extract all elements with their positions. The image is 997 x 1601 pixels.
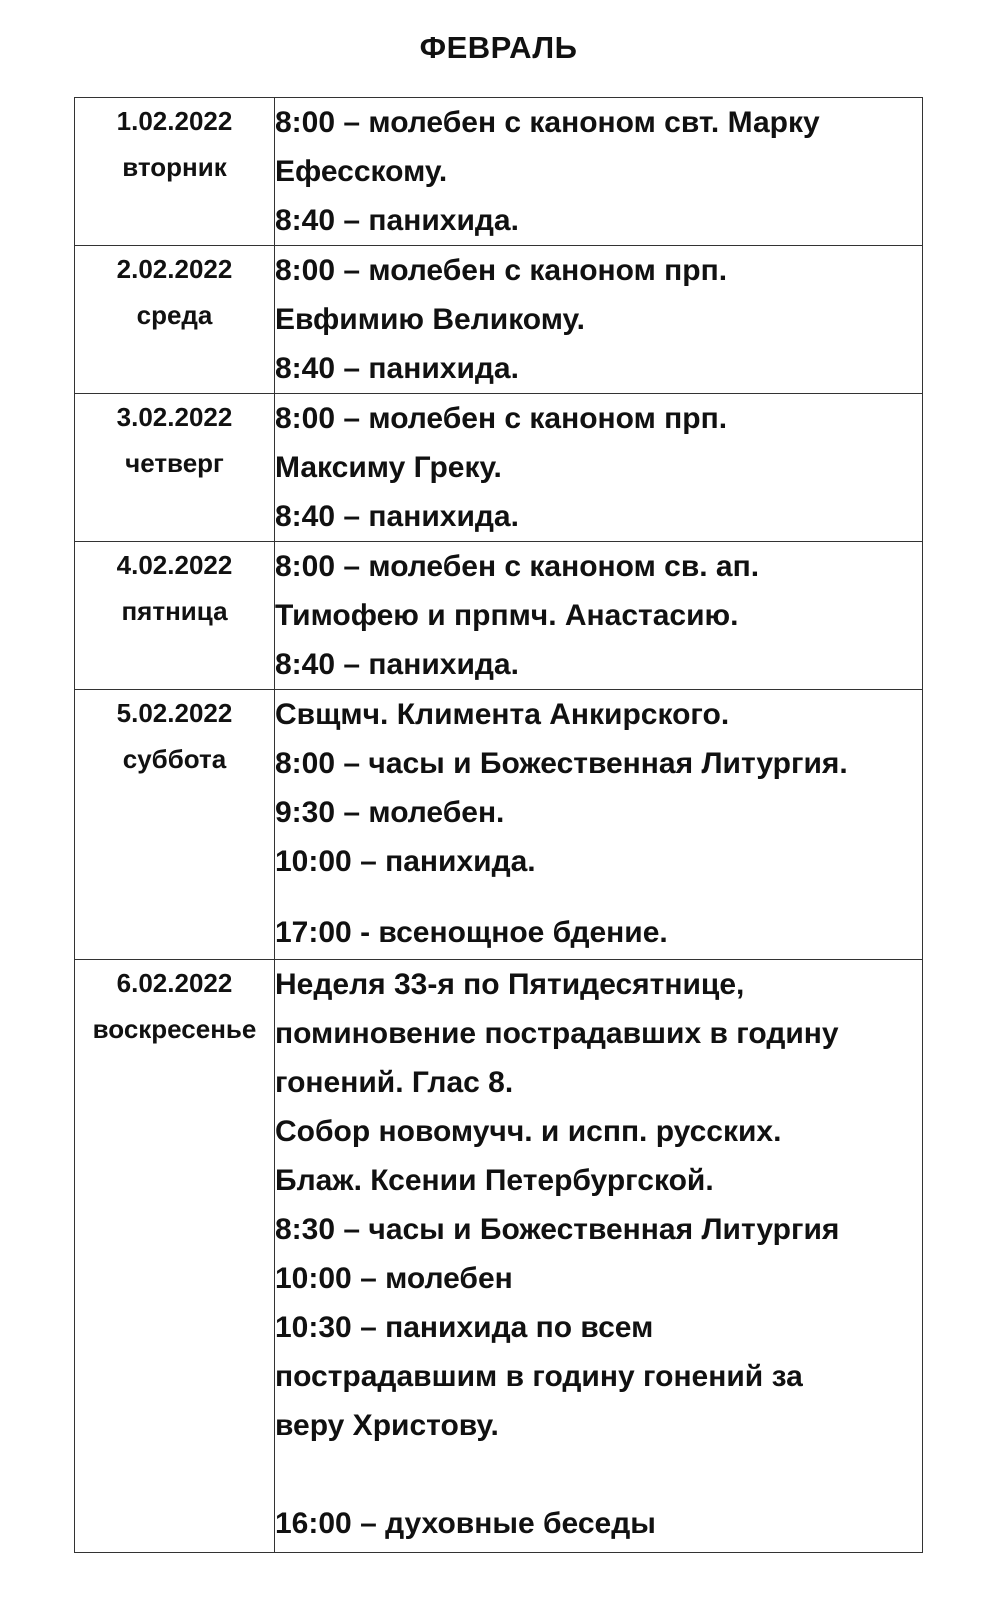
service-line: веру Христову. [275, 1409, 499, 1442]
service-line: Свщмч. Климента Анкирского. [275, 698, 730, 731]
service-cell [275, 98, 923, 246]
date-cell [75, 542, 275, 690]
service-line: 8:00 – молебен с каноном св. ап. [275, 550, 760, 583]
weekday-label: четверг [125, 448, 224, 478]
service-line: 8:30 – часы и Божественная Литургия [275, 1213, 840, 1246]
service-line: Евфимию Великому. [275, 303, 585, 336]
date-cell [75, 960, 275, 1553]
line-gap [275, 1450, 922, 1499]
weekday-label: суббота [122, 744, 227, 774]
date-cell [75, 246, 275, 394]
service-line: 8:00 – молебен с каноном прп. [275, 254, 728, 287]
service-line: 8:40 – панихида. [275, 204, 519, 237]
service-line: Максиму Греку. [275, 451, 502, 484]
service-line: 10:00 – панихида. [275, 845, 536, 878]
service-cell [275, 690, 923, 960]
weekday-label: воскресенье [92, 1014, 257, 1044]
weekday-label: пятница [121, 596, 228, 626]
date-label: 3.02.2022 [116, 402, 233, 432]
service-line: 8:40 – панихида. [275, 500, 519, 533]
service-line: 8:00 – часы и Божественная Литургия. [275, 747, 848, 780]
service-line: Блаж. Ксении Петербургской. [275, 1164, 714, 1197]
table-row [75, 98, 923, 246]
service-line: 17:00 - всенощное бдение. [275, 916, 668, 949]
service-line: 8:40 – панихида. [275, 352, 519, 385]
service-line: 9:30 – молебен. [275, 796, 505, 829]
date-cell [75, 690, 275, 960]
service-line: Тимофею и прпмч. Анастасию. [275, 599, 739, 632]
service-line: Собор новомучч. и испп. русских. [275, 1115, 782, 1148]
service-line: 10:00 – молебен [275, 1262, 513, 1295]
service-cell [275, 542, 923, 690]
service-line: Неделя 33-я по Пятидесятнице, [275, 968, 745, 1001]
date-label: 4.02.2022 [116, 550, 233, 580]
table-row [75, 960, 923, 1553]
weekday-label: вторник [122, 152, 227, 182]
service-line: 16:00 – духовные беседы [275, 1507, 656, 1540]
service-line: 8:00 – молебен с каноном прп. [275, 402, 728, 435]
table-row [75, 246, 923, 394]
date-label: 1.02.2022 [116, 106, 233, 136]
service-line: Ефесскому. [275, 155, 448, 188]
date-label: 6.02.2022 [116, 968, 233, 998]
service-line: поминовение пострадавших в годину [275, 1017, 839, 1050]
service-line: пострадавшим в годину гонений за [275, 1360, 803, 1393]
page-title: ФЕВРАЛЬ [419, 30, 578, 65]
service-cell [275, 394, 923, 542]
service-line: 8:40 – панихида. [275, 648, 519, 681]
table-row [75, 394, 923, 542]
date-cell [75, 394, 275, 542]
date-label: 2.02.2022 [116, 254, 233, 284]
date-cell [75, 98, 275, 246]
service-cell [275, 246, 923, 394]
line-gap [275, 886, 922, 908]
service-cell [275, 960, 923, 1553]
weekday-label: среда [136, 300, 213, 330]
table-row [75, 542, 923, 690]
date-label: 5.02.2022 [116, 698, 233, 728]
service-line: 10:30 – панихида по всем [275, 1311, 654, 1344]
service-line: 8:00 – молебен с каноном свт. Марку [275, 106, 820, 139]
table-row [75, 690, 923, 960]
service-line: гонений. Глас 8. [275, 1066, 514, 1099]
schedule-table [74, 97, 923, 1553]
